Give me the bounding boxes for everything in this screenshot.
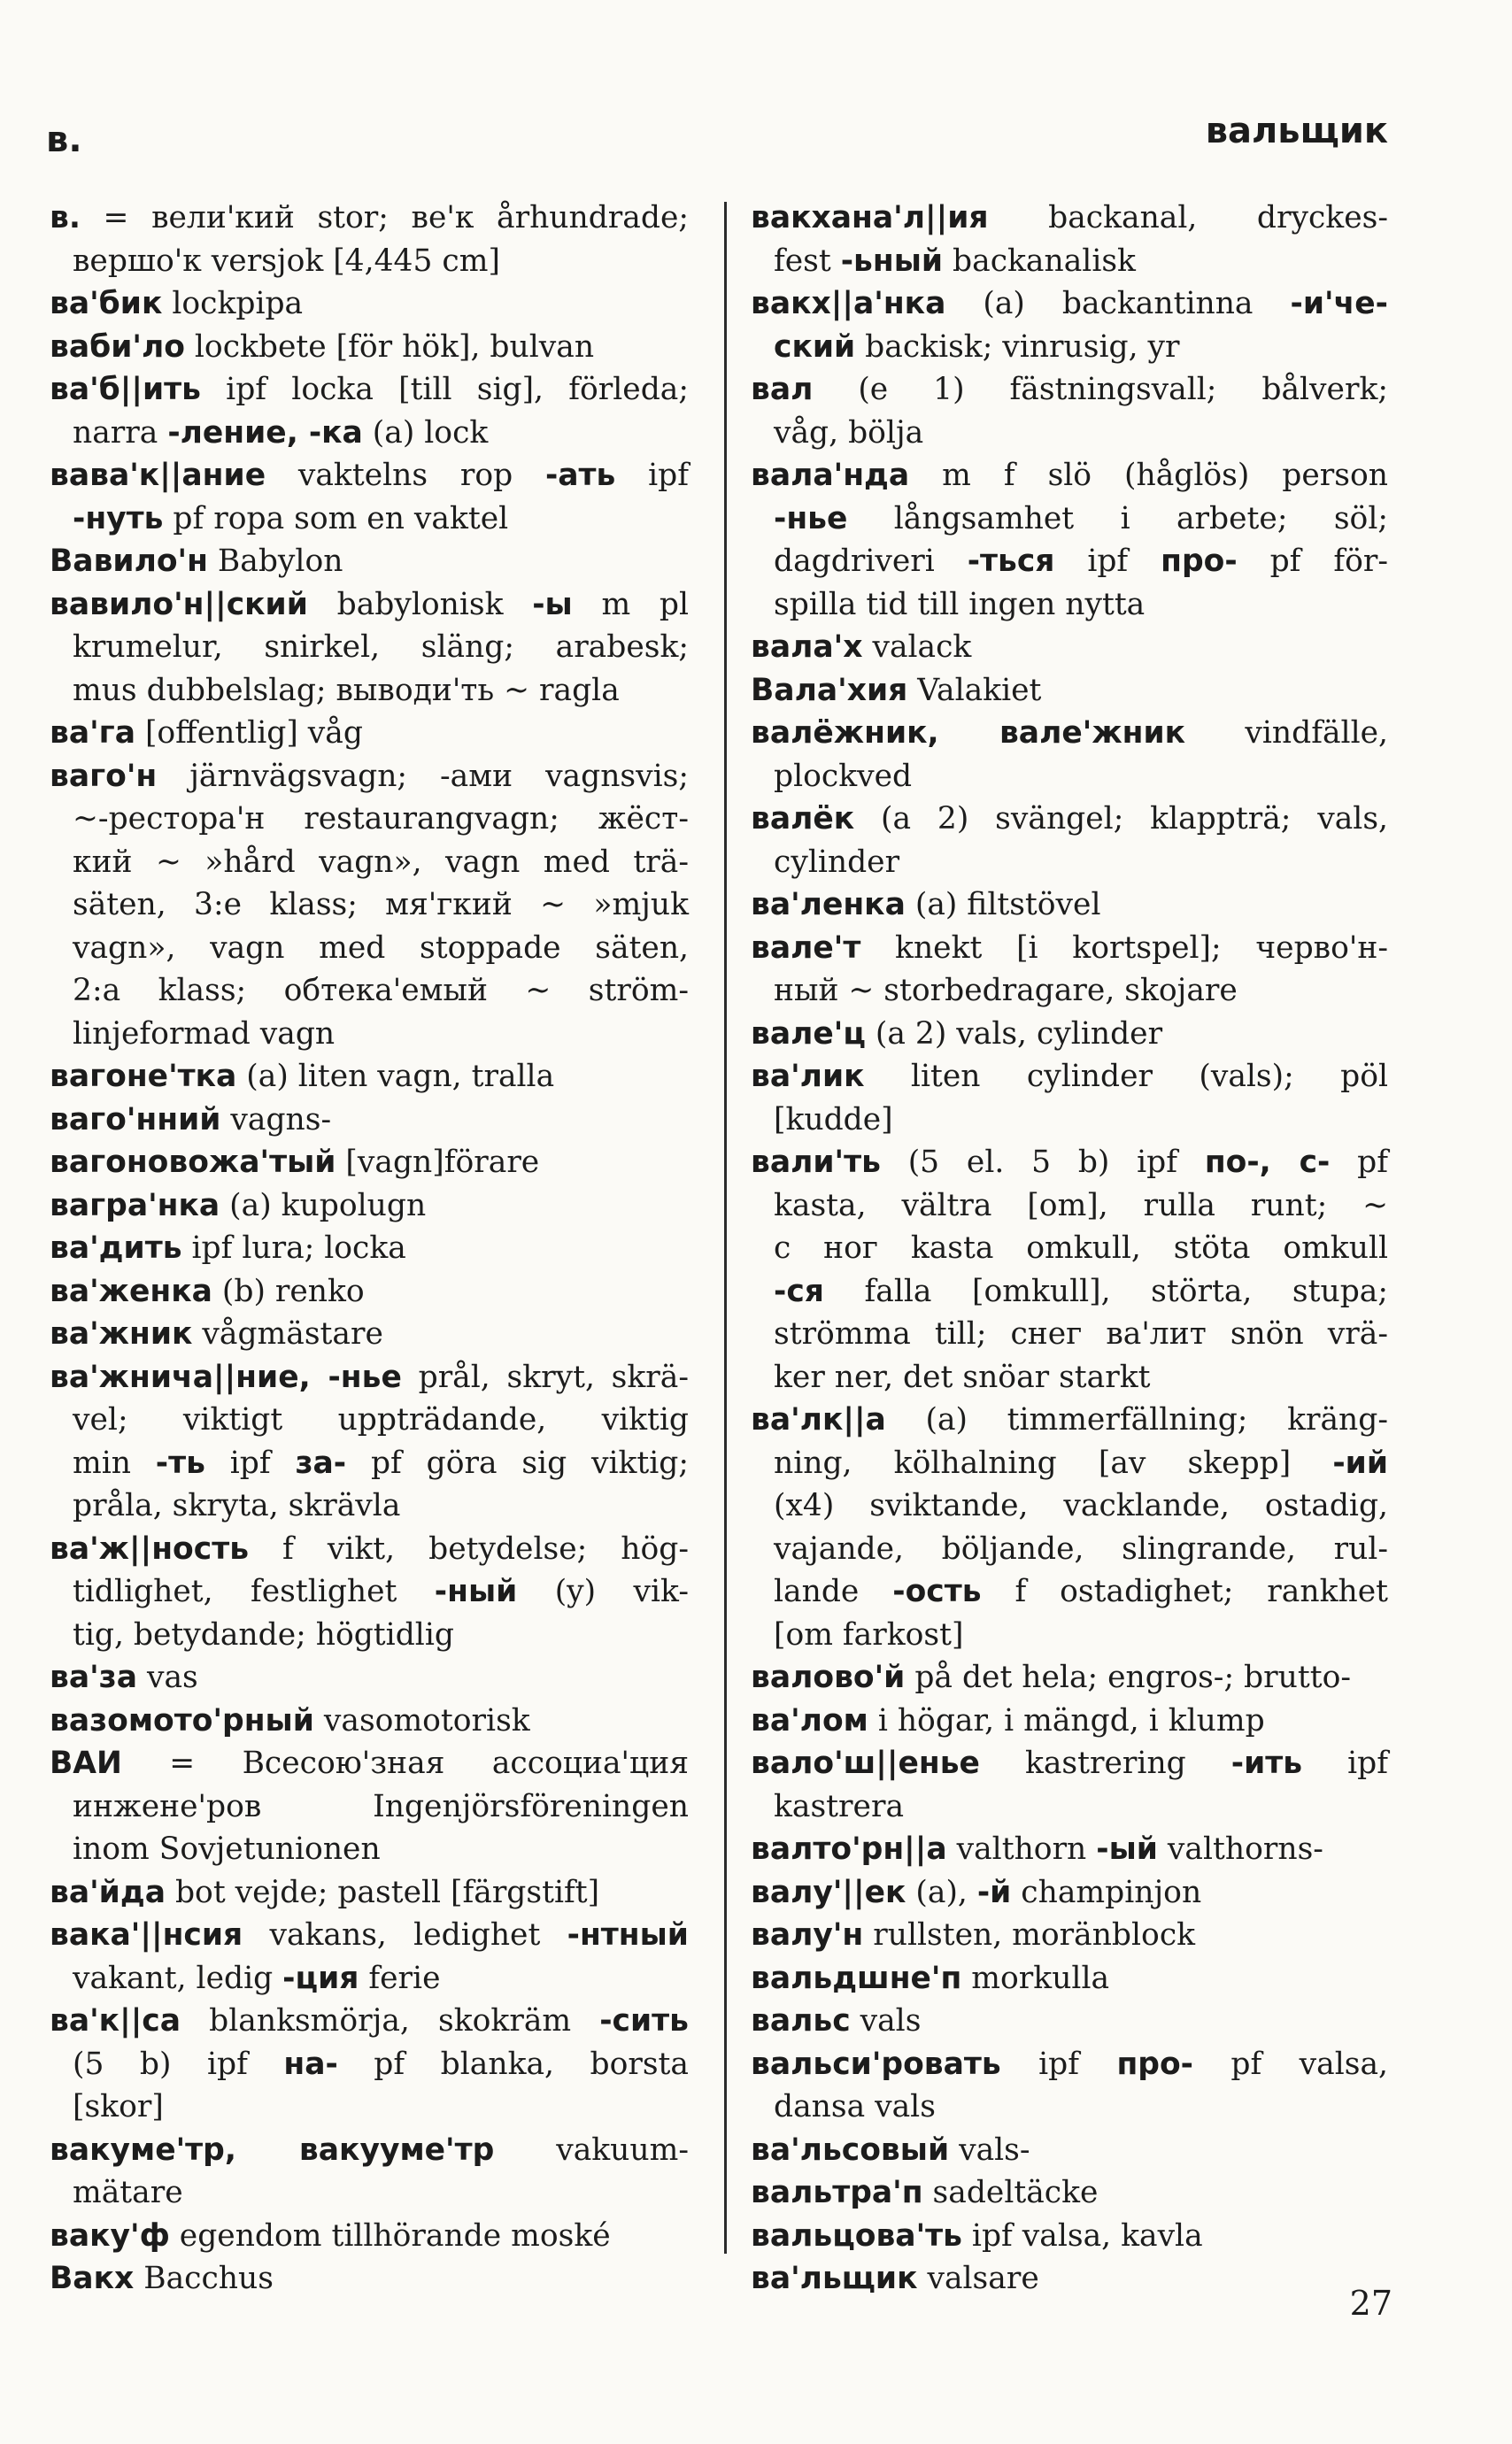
headword: вакхана'л||ия [751, 200, 989, 235]
dictionary-line [50, 669, 689, 713]
dictionary-line [751, 927, 1388, 970]
entry-text: [kudde] [774, 1101, 893, 1137]
entry-text: ipf lura; locka [181, 1230, 406, 1266]
headword: -ость [892, 1574, 982, 1609]
dictionary-line [751, 2129, 1388, 2172]
entry-text: pråla, skryta, skrävla [73, 1488, 401, 1523]
dictionary-line [50, 412, 689, 455]
dictionary-line [751, 1700, 1388, 1743]
headword: валу'н [751, 1917, 864, 1953]
entry-text: narra [73, 414, 168, 451]
entry-text: falla [omkull], störta, stupa; [823, 1273, 1388, 1309]
headword: -нье [774, 500, 848, 536]
headword: ский [774, 328, 856, 365]
dictionary-line [751, 368, 1388, 412]
entry-text: vajande, böljande, slingrande, rul- [774, 1530, 1388, 1567]
entry-text: ipf [204, 1445, 296, 1481]
headword: -нуть [73, 500, 164, 536]
dictionary-line [50, 583, 689, 627]
headword: вава'к||ание [50, 458, 266, 493]
dictionary-line [751, 1828, 1388, 1871]
dictionary-line [50, 1484, 689, 1528]
entry-text: ning, kölhalning [av skepp] [774, 1445, 1333, 1481]
dictionary-line [751, 1656, 1388, 1700]
headword: вагоновожа'тый [50, 1145, 336, 1180]
dictionary-line [751, 883, 1388, 927]
dictionary-line [751, 1099, 1388, 1142]
entry-text: vals [850, 2003, 922, 2039]
entry-text: långsamhet i arbete; söl; [847, 500, 1388, 536]
headword: -нтный [567, 1917, 689, 1953]
dictionary-line [751, 2085, 1388, 2129]
dictionary-line [50, 197, 689, 240]
entry-text: pf blanka, borsta [337, 2046, 689, 2082]
entry-text: (a 2) svängel; klappträ; vals, [854, 801, 1388, 837]
entry-text: säten, 3:e klass; мя'гкий ~ »mjuk [73, 887, 689, 922]
entry-text: Babylon [207, 544, 343, 579]
dictionary-line [50, 712, 689, 755]
entry-text: ipf valsa, kavla [961, 2217, 1203, 2254]
dictionary-line [50, 1356, 689, 1399]
headword: вала'х [751, 629, 863, 665]
entry-text: ipf [1000, 2046, 1117, 2082]
dictionary-line [751, 2171, 1388, 2215]
dictionary-line [751, 1914, 1388, 1957]
entry-text: = Всесою'зная ассоциа'ция [121, 1746, 689, 1781]
entry-text: (e 1) fästningsvall; bålverk; [813, 372, 1388, 407]
entry-text: pf för- [1237, 544, 1389, 579]
dictionary-line [50, 1570, 689, 1614]
headword: -ый [1096, 1831, 1158, 1867]
dictionary-line [50, 1528, 689, 1571]
headword: Вала'хия [751, 672, 908, 708]
headword: вавило'н||ский [50, 586, 308, 622]
dictionary-line [50, 497, 689, 541]
entry-text: [offentlig] våg [135, 715, 363, 751]
dictionary-line [751, 841, 1388, 884]
headword: ваго'н [50, 758, 158, 794]
dictionary-line [50, 240, 689, 283]
entry-text: вершо'к versjok [4,445 cm] [73, 243, 500, 279]
entry-text: (a) liten vagn, tralla [236, 1059, 555, 1094]
dictionary-line [751, 2215, 1388, 2258]
entry-text: i högar, i mängd, i klump [868, 1702, 1265, 1739]
dictionary-line [50, 1399, 689, 1442]
dictionary-line [50, 2085, 689, 2129]
dictionary-line [751, 282, 1388, 326]
dictionary-line [751, 2043, 1388, 2086]
headword: ва'к||са [50, 2003, 181, 2039]
headword: вазомото'рный [50, 1702, 314, 1739]
entry-text: (a), [906, 1874, 977, 1910]
dictionary-line [751, 540, 1388, 583]
entry-text: kastrera [774, 1788, 905, 1824]
entry-text: egendom tillhörande moské [169, 2217, 611, 2254]
entry-text: järnvägsvagn; -ами vagnsvis; [157, 758, 689, 794]
headword: за- [295, 1445, 347, 1481]
headword: ва'за [50, 1660, 138, 1695]
dictionary-line [50, 1828, 689, 1871]
entry-text: blanksmörja, skokräm [181, 2003, 600, 2039]
entry-text: på det hela; engros-; brutto- [905, 1660, 1351, 1695]
entry-text: strömma till; снег ва'лит snön vrä- [774, 1316, 1388, 1352]
entry-text: (a) filtstövel [905, 887, 1101, 922]
dictionary-line [50, 1742, 689, 1785]
headword: Вавило'н [50, 544, 208, 579]
entry-text: (a) kupolugn [220, 1187, 427, 1223]
dictionary-line [50, 282, 689, 326]
dictionary-line [751, 1957, 1388, 2001]
headword: ва'лик [751, 1059, 865, 1094]
dictionary-line [751, 583, 1388, 627]
headword: валу'||ек [751, 1874, 906, 1910]
headword: -ать [544, 458, 616, 493]
dictionary-line [751, 969, 1388, 1013]
entry-text: backanal, dryckes- [988, 200, 1388, 235]
entry-text: ipf locka [till sig], förleda; [200, 372, 689, 407]
dictionary-line [751, 626, 1388, 669]
entry-text: vakans, ledighet [243, 1917, 567, 1953]
page-header-left: в. [46, 120, 82, 160]
dictionary-line [751, 2000, 1388, 2043]
headword: в. [50, 200, 81, 235]
entry-text: ker ner, det snöar starkt [774, 1359, 1151, 1395]
headword: -ться [967, 544, 1055, 579]
entry-text: ipf [1302, 1746, 1389, 1781]
dictionary-line [751, 326, 1388, 369]
headword: про- [1116, 2046, 1193, 2082]
dictionary-line [751, 2257, 1388, 2301]
dictionary-line [751, 1742, 1388, 1785]
dictionary-line [751, 669, 1388, 713]
headword: ва'жнича||ние, -нье [50, 1359, 402, 1395]
entry-text: ipf [1054, 544, 1161, 579]
dictionary-line [50, 1227, 689, 1270]
entry-text: vaktelns rop [266, 458, 545, 493]
headword: ва'жник [50, 1316, 193, 1352]
entry-text: vel; viktigt uppträdande, viktig [73, 1402, 689, 1438]
headword: -й [976, 1874, 1012, 1910]
entry-text: pf valsa, [1193, 2046, 1389, 2082]
headword: вагоне'тка [50, 1059, 237, 1094]
entry-text: lande [774, 1574, 893, 1609]
entry-text: vas [137, 1660, 198, 1695]
dictionary-line [751, 1614, 1388, 1657]
headword: вал [751, 372, 814, 407]
dictionary-line [50, 1141, 689, 1184]
entry-text: kastrering [979, 1746, 1231, 1781]
dictionary-line [50, 841, 689, 884]
headword: ва'льщик [751, 2261, 918, 2296]
entry-text: (y) vik- [517, 1574, 689, 1609]
dictionary-line [50, 368, 689, 412]
headword: вальс [751, 2003, 851, 2039]
entry-text: (x4) sviktande, vacklande, ostadig, [774, 1488, 1388, 1523]
headword: валёжник, вале'жник [751, 715, 1186, 751]
entry-text: vagn», vagn med stoppade säten, [73, 929, 689, 966]
entry-text: vakant, ledig [73, 1960, 283, 1996]
headword: ва'лк||а [751, 1402, 886, 1438]
headword: -сить [599, 2003, 689, 2039]
entry-text: champinjon [1011, 1874, 1202, 1910]
dictionary-line [50, 1785, 689, 1829]
dictionary-line [50, 1914, 689, 1957]
entry-text: krumelur, snirkel, släng; arabesk; [73, 629, 689, 665]
entry-text: sadeltäcke [922, 2175, 1099, 2210]
headword: ва'лом [751, 1702, 868, 1739]
dictionary-line [50, 2171, 689, 2215]
headword: -ы [532, 586, 573, 622]
entry-text: ный ~ storbedragare, skojare [774, 973, 1238, 1008]
headword: вало'ш||енье [751, 1746, 980, 1781]
entry-text: valthorn [946, 1831, 1097, 1867]
entry-text: pf göra sig viktig; [346, 1445, 690, 1481]
headword: вали'ть [751, 1145, 881, 1180]
entry-text: m pl [572, 586, 689, 622]
entry-text: = вели'кий stor; ве'к århundrade; [80, 200, 689, 235]
dictionary-line [50, 1270, 689, 1314]
headword: -ить [1230, 1746, 1303, 1781]
dictionary-line [751, 1570, 1388, 1614]
entry-text: lockpipa [162, 286, 304, 321]
right-column [751, 197, 1388, 2301]
headword: вальцова'ть [751, 2217, 962, 2254]
dictionary-line [751, 1313, 1388, 1356]
dictionary-line [751, 1141, 1388, 1184]
dictionary-line [751, 1013, 1388, 1056]
headword: вала'нда [751, 458, 910, 493]
dictionary-line [50, 927, 689, 970]
headword: -ный [434, 1574, 518, 1609]
dictionary-line [50, 2257, 689, 2301]
entry-text: min [73, 1445, 156, 1481]
entry-text: dagdriveri [774, 544, 968, 579]
dictionary-line [50, 883, 689, 927]
dictionary-line [50, 1957, 689, 2001]
headword: ва'бик [50, 286, 163, 321]
entry-text: m f slö (håglös) person [909, 458, 1388, 493]
dictionary-line [50, 969, 689, 1013]
entry-text: [skor] [73, 2089, 164, 2124]
headword: вака'||нсия [50, 1917, 243, 1953]
dictionary-line [50, 1099, 689, 1142]
dictionary-line [751, 1528, 1388, 1571]
dictionary-line [50, 2000, 689, 2043]
entry-text: ~-рестора'н restaurangvagn; жёст- [73, 801, 689, 837]
headword: -ся [774, 1273, 824, 1309]
dictionary-line [751, 412, 1388, 455]
headword: вальси'ровать [751, 2046, 1001, 2082]
entry-text: f ostadighet; rankhet [981, 1574, 1388, 1609]
dictionary-line [50, 1700, 689, 1743]
dictionary-line [50, 2215, 689, 2258]
headword: -ть [155, 1445, 205, 1481]
entry-text: pf [1330, 1145, 1389, 1180]
entry-text: vasomotorisk [313, 1702, 530, 1739]
headword: ва'дить [50, 1230, 182, 1266]
headword: вагра'нка [50, 1187, 220, 1223]
headword: ваби'ло [50, 328, 185, 365]
entry-text: spilla tid till ingen nytta [774, 586, 1146, 622]
page-header-right: вальщик [1205, 111, 1388, 151]
dictionary-line [50, 1871, 689, 1915]
headword: ва'га [50, 715, 135, 751]
entry-text: morkulla [961, 1960, 1110, 1996]
headword: вале'ц [751, 1015, 866, 1052]
entry-text: Valakiet [907, 672, 1042, 708]
entry-text: (a) backantinna [945, 286, 1291, 321]
entry-text: 2:a klass; обтека'емый ~ ström- [73, 973, 689, 1008]
entry-text: (b) renko [212, 1273, 365, 1309]
headword: -ьный [840, 243, 944, 279]
headword: ва'йда [50, 1874, 166, 1910]
headword: -ление, -ка [167, 414, 363, 451]
headword: ва'б||ить [50, 372, 201, 407]
entry-text: rullsten, moränblock [863, 1917, 1196, 1953]
entry-text: f vikt, betydelse; hög- [249, 1530, 689, 1567]
dictionary-line [50, 1055, 689, 1099]
column-divider [724, 202, 727, 2254]
entry-text: vågmästare [192, 1316, 383, 1352]
entry-text: vindfälle, [1185, 715, 1388, 751]
headword: ваго'нний [50, 1101, 221, 1137]
headword: ва'ленка [751, 887, 906, 922]
headword: -и'че- [1290, 286, 1388, 321]
entry-text: (a) timmerfällning; kräng- [885, 1402, 1388, 1438]
entry-text: mus dubbelslag; выводи'ть ~ ragla [73, 672, 620, 708]
entry-text: vagns- [220, 1101, 332, 1137]
headword: валёк [751, 801, 855, 837]
dictionary-line [50, 454, 689, 497]
headword: ва'ж||ность [50, 1530, 250, 1567]
entry-text: (5 el. 5 b) ipf [880, 1145, 1205, 1180]
headword: вальдшне'п [751, 1960, 962, 1996]
dictionary-line [751, 1270, 1388, 1314]
headword: валто'рн||а [751, 1831, 947, 1867]
entry-text: backanalisk [943, 243, 1136, 279]
headword: ва'женка [50, 1273, 212, 1309]
dictionary-line [751, 1055, 1388, 1099]
dictionary-line [751, 1184, 1388, 1228]
dictionary-line [50, 1313, 689, 1356]
entry-text: кий ~ »hård vagn», vagn med trä- [73, 844, 689, 880]
entry-text: kasta, vältra [om], rulla runt; ~ [774, 1187, 1388, 1223]
dictionary-line [751, 712, 1388, 755]
entry-text: Bacchus [134, 2261, 274, 2296]
dictionary-line [50, 1614, 689, 1657]
entry-text: bot vejde; pastell [färgstift] [166, 1874, 600, 1910]
entry-text: (a) lock [362, 414, 489, 451]
entry-text: knekt [i kortspel]; червo'н- [860, 929, 1388, 966]
dictionary-line [751, 1399, 1388, 1442]
headword: вальтра'п [751, 2175, 923, 2210]
headword: про- [1161, 544, 1238, 579]
dictionary-line [751, 497, 1388, 541]
entry-text: prål, skryt, skrä- [401, 1359, 689, 1395]
entry-text: vakuum- [494, 2132, 689, 2168]
dictionary-line [751, 1484, 1388, 1528]
dictionary-line [751, 454, 1388, 497]
headword: ваку'ф [50, 2217, 170, 2254]
entry-text: våg, bölja [774, 414, 924, 451]
entry-text: tig, betydande; högtidlig [73, 1616, 454, 1653]
entry-text: с ног kasta omkull, stöta omkull [774, 1230, 1388, 1266]
dictionary-line [751, 1442, 1388, 1485]
entry-text: pf ropa som en vaktel [163, 500, 509, 536]
dictionary-line [751, 755, 1388, 798]
dictionary-line [50, 1442, 689, 1485]
headword: ВАИ [50, 1746, 122, 1781]
entry-text: cylinder [774, 844, 900, 880]
entry-text: dansa vals [774, 2089, 936, 2124]
entry-text: [vagn]förare [336, 1145, 540, 1180]
headword: валово'й [751, 1660, 906, 1695]
headword: Вакх [50, 2261, 135, 2296]
entry-text: vals- [949, 2132, 1030, 2168]
entry-text: (a 2) vals, cylinder [865, 1015, 1163, 1052]
headword: -ция [282, 1960, 359, 1996]
entry-text: babylonisk [307, 586, 533, 622]
headword: ва'льсовый [751, 2132, 950, 2168]
entry-text: [om farkost] [774, 1616, 964, 1653]
dictionary-line [751, 798, 1388, 841]
entry-text: inom Sovjetunionen [73, 1831, 381, 1867]
entry-text: lockbete [för hök], bulvan [184, 328, 595, 365]
entry-text: mätare [73, 2175, 183, 2210]
headword: вакх||а'нка [751, 286, 946, 321]
dictionary-line [751, 1871, 1388, 1915]
dictionary-line [751, 1785, 1388, 1829]
dictionary-line [50, 798, 689, 841]
entry-text: valack [862, 629, 972, 665]
dictionary-line [50, 540, 689, 583]
dictionary-line [50, 326, 689, 369]
dictionary-line [50, 626, 689, 669]
dictionary-line [50, 755, 689, 798]
entry-text: valthorns- [1157, 1831, 1323, 1867]
dictionary-line [751, 1227, 1388, 1270]
entry-text: fest [774, 243, 841, 279]
left-column [50, 197, 689, 2301]
entry-text: linjeformad vagn [73, 1015, 336, 1052]
entry-text: liten cylinder (vals); pöl [864, 1059, 1388, 1094]
dictionary-line [50, 2043, 689, 2086]
entry-text: backisk; vinrusig, yr [855, 328, 1180, 365]
headword: по-, с- [1204, 1145, 1331, 1180]
entry-text: (5 b) ipf [73, 2046, 284, 2082]
headword: вале'т [751, 929, 861, 966]
entry-text: plockved [774, 758, 913, 794]
headword: на- [283, 2046, 338, 2082]
dictionary-line [50, 2129, 689, 2172]
headword: -ий [1332, 1445, 1388, 1481]
entry-text: tidlighet, festlighet [73, 1574, 435, 1609]
headword: вакуме'тр, вакууме'тр [50, 2132, 495, 2168]
dictionary-line [751, 197, 1388, 240]
entry-text: инжене'ров Ingenjörsföreningen [73, 1788, 689, 1824]
dictionary-line [50, 1656, 689, 1700]
entry-text: ipf [615, 458, 690, 493]
dictionary-line [751, 240, 1388, 283]
entry-text: valsare [917, 2261, 1039, 2296]
dictionary-line [50, 1184, 689, 1228]
entry-text: ferie [359, 1960, 441, 1996]
dictionary-line [50, 1013, 689, 1056]
dictionary-line [751, 1356, 1388, 1399]
page-number: 27 [1349, 2284, 1392, 2323]
